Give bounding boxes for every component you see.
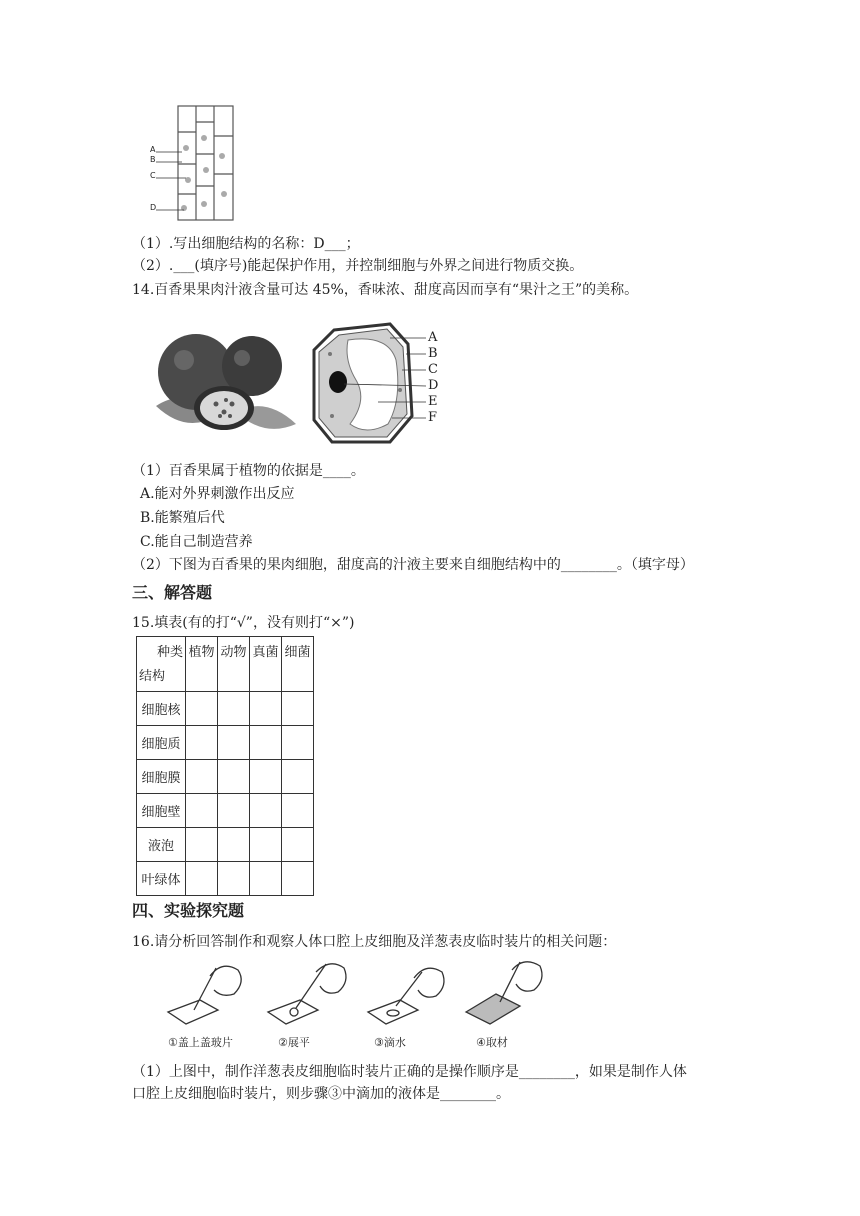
answer-cell[interactable]	[250, 726, 282, 760]
q14-label-d: D	[428, 378, 439, 393]
q14-label-f: F	[428, 410, 438, 425]
step-4-label: ④取材	[476, 1036, 508, 1049]
answer-cell[interactable]	[282, 692, 314, 726]
col-header-bacteria: 细菌	[282, 637, 314, 692]
step-1-label: ①盖上盖玻片	[168, 1036, 233, 1049]
q14-label-e: E	[428, 394, 438, 409]
table-row	[137, 692, 314, 726]
answer-cell[interactable]	[218, 692, 250, 726]
answer-cell[interactable]	[282, 726, 314, 760]
q14-stem: 14.百香果果肉汁液含量可达 45%，香味浓、甜度高因而享有“果汁之王”的美称。	[132, 282, 639, 298]
header-structure: 结构	[139, 669, 166, 684]
col-header-fungi: 真菌	[250, 637, 282, 692]
step-2-label: ②展平	[278, 1036, 310, 1049]
table-row	[137, 862, 314, 896]
answer-cell[interactable]	[186, 726, 218, 760]
col-header-plant: 植物	[186, 637, 218, 692]
table-row	[137, 828, 314, 862]
q14-option-a: A.能对外界刺激作出反应	[140, 486, 295, 502]
header-species: 种类	[156, 645, 183, 660]
q16-sub1-line2: 口腔上皮细胞临时装片，则步骤③中滴加的液体是________。	[132, 1086, 510, 1102]
answer-cell[interactable]	[186, 760, 218, 794]
q13-sub2: （2）.___(填序号)能起保护作用，并控制细胞与外界之间进行物质交换。	[132, 258, 584, 274]
answer-cell[interactable]	[250, 862, 282, 896]
cell-structure-table	[136, 636, 314, 896]
q14-sub2: （2）下图为百香果的果肉细胞，甜度高的汁液主要来自细胞结构中的________。（填字母）	[132, 557, 694, 573]
section-4-heading: 四、实验探究题	[132, 901, 245, 920]
answer-cell[interactable]	[186, 692, 218, 726]
q13-label-c: C	[150, 171, 156, 180]
answer-cell[interactable]	[218, 862, 250, 896]
q16-stem: 16.请分析回答制作和观察人体口腔上皮细胞及洋葱表皮临时装片的相关问题：	[132, 934, 617, 950]
q14-option-c: C.能自己制造营养	[140, 534, 253, 550]
answer-cell[interactable]	[282, 828, 314, 862]
row-header-nucleus: 细胞核	[137, 692, 186, 726]
plant-tissue-figure	[148, 104, 238, 224]
q15-stem: 15.填表(有的打“√”，没有则打“×”)	[132, 615, 355, 631]
section-3-heading: 三、解答题	[132, 583, 213, 602]
col-header-animal: 动物	[218, 637, 250, 692]
q13-label-b: B	[150, 155, 156, 164]
step-3-label: ③滴水	[374, 1036, 406, 1049]
answer-cell[interactable]	[250, 794, 282, 828]
q14-label-c: C	[428, 362, 438, 377]
row-header-vacuole: 液泡	[137, 828, 186, 862]
row-header-membrane: 细胞膜	[137, 760, 186, 794]
q14-option-b: B.能繁殖后代	[140, 510, 225, 526]
row-header-cell-wall: 细胞壁	[137, 794, 186, 828]
answer-cell[interactable]	[282, 862, 314, 896]
passion-fruit-image	[146, 316, 306, 444]
answer-cell[interactable]	[218, 828, 250, 862]
answer-cell[interactable]	[282, 760, 314, 794]
answer-cell[interactable]	[250, 760, 282, 794]
q14-label-b: B	[428, 346, 438, 361]
table-row	[137, 726, 314, 760]
answer-cell[interactable]	[218, 794, 250, 828]
row-header-cytoplasm: 细胞质	[137, 726, 186, 760]
answer-cell[interactable]	[218, 760, 250, 794]
answer-cell[interactable]	[218, 726, 250, 760]
row-header-chloroplast: 叶绿体	[137, 862, 186, 896]
table-corner-cell	[137, 637, 186, 692]
table-row	[137, 794, 314, 828]
pulp-cell-diagram	[308, 320, 448, 448]
answer-cell[interactable]	[282, 794, 314, 828]
answer-cell[interactable]	[186, 862, 218, 896]
q13-label-d: D	[150, 203, 157, 212]
q14-sub1: （1）百香果属于植物的依据是____。	[132, 463, 365, 479]
answer-cell[interactable]	[250, 692, 282, 726]
table-row	[137, 760, 314, 794]
answer-cell[interactable]	[250, 828, 282, 862]
procedure-steps-figure	[160, 954, 560, 1030]
answer-cell[interactable]	[186, 794, 218, 828]
q16-sub1-line1: （1）上图中，制作洋葱表皮细胞临时装片正确的是操作顺序是________，如果是制作人体	[132, 1064, 687, 1080]
q14-label-a: A	[428, 330, 438, 345]
q13-label-a: A	[150, 145, 156, 154]
answer-cell[interactable]	[186, 828, 218, 862]
q13-sub1: （1）.写出细胞结构的名称：D___；	[132, 236, 360, 252]
